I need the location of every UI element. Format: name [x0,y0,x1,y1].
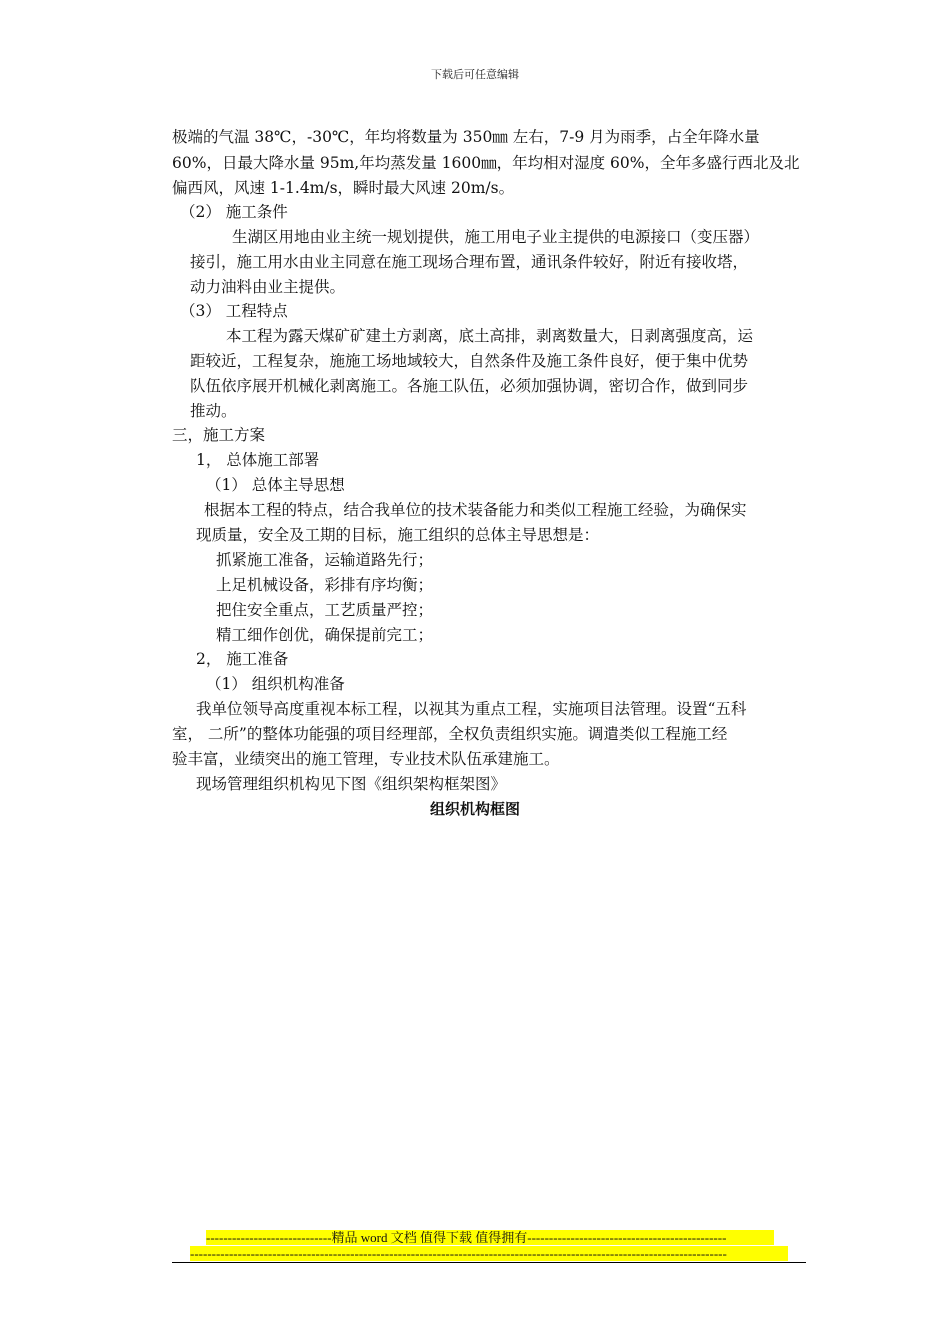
paragraph-line: 队伍依序展开机械化剥离施工。各施工队伍，必须加强协调，密切合作，做到同步 [190,377,749,395]
paragraph-line: 本工程为露天煤矿矿建土方剥离，底土高排，剥离数量大，日剥离强度高，运 [226,327,754,345]
subsection-heading: 2， 施工准备 [196,650,289,668]
page-header: 下载后可任意编辑 [431,68,519,81]
paragraph-line: 极端的气温 38℃，-30℃，年均将数量为 350㎜ 左右，7-9 月为雨季，占全年降水量 [172,128,760,146]
figure-title: 组织机构框图 [429,800,520,818]
paragraph-line: 距较近，工程复杂，施施工场地域较大，自然条件及施工条件良好，便于集中优势 [190,352,749,370]
section-heading: 三，施工方案 [172,426,266,444]
paragraph-line: 根据本工程的特点，结合我单位的技术装备能力和类似工程施工经验，为确保实 [204,501,747,519]
subsection-heading: （1） 组织机构准备 [206,675,345,693]
list-item: 精工细作创优，确保提前完工； [216,626,434,644]
footer-banner: -----------------------------精品 word 文档 值得下载 值得拥有---------------------------------------------- [206,1230,774,1245]
paragraph-line: 我单位领导高度重视本标工程，以视其为重点工程，实施项目法管理。设置“五科 [196,700,747,718]
subsection-heading: （2） 施工条件 [180,203,288,221]
subsection-heading: （3） 工程特点 [180,302,288,320]
paragraph-line: 偏西风，风速 1-1.4m/s，瞬时最大风速 20m/s。 [172,179,515,197]
footer-rule [172,1262,806,1263]
paragraph-line: 现质量，安全及工期的目标，施工组织的总体主导思想是： [196,526,600,544]
footer-dash-line: ---------------------------------------------------------------------------------------------------------------------------- [190,1246,788,1261]
paragraph-line: 推动。 [190,402,237,420]
paragraph-line: 接引，施工用水由业主同意在施工现场合理布置，通讯条件较好，附近有接收塔， [190,253,749,271]
paragraph-line: 室， 二所”的整体功能强的项目经理部，全权负责组织实施。调遣类似工程施工经 [172,725,728,743]
list-item: 抓紧施工准备，运输道路先行； [216,551,434,569]
paragraph-line: 验丰富，业绩突出的施工管理，专业技术队伍承建施工。 [172,750,560,768]
paragraph-line: 现场管理组织机构见下图《组织架构框架图》 [196,775,507,793]
subsection-heading: （1） 总体主导思想 [206,476,345,494]
paragraph-line: 动力油料由业主提供。 [190,278,346,296]
list-item: 把住安全重点，工艺质量严控； [216,601,434,619]
subsection-heading: 1， 总体施工部署 [196,451,320,469]
paragraph-line: 60%，日最大降水量 95m,年均蒸发量 1600㎜，年均相对湿度 60%，全年多盛行西北及北 [172,154,800,172]
paragraph-line: 生湖区用地由业主统一规划提供，施工用电子业主提供的电源接口（变压器） [232,228,760,246]
list-item: 上足机械设备，彩排有序均衡； [216,576,434,594]
